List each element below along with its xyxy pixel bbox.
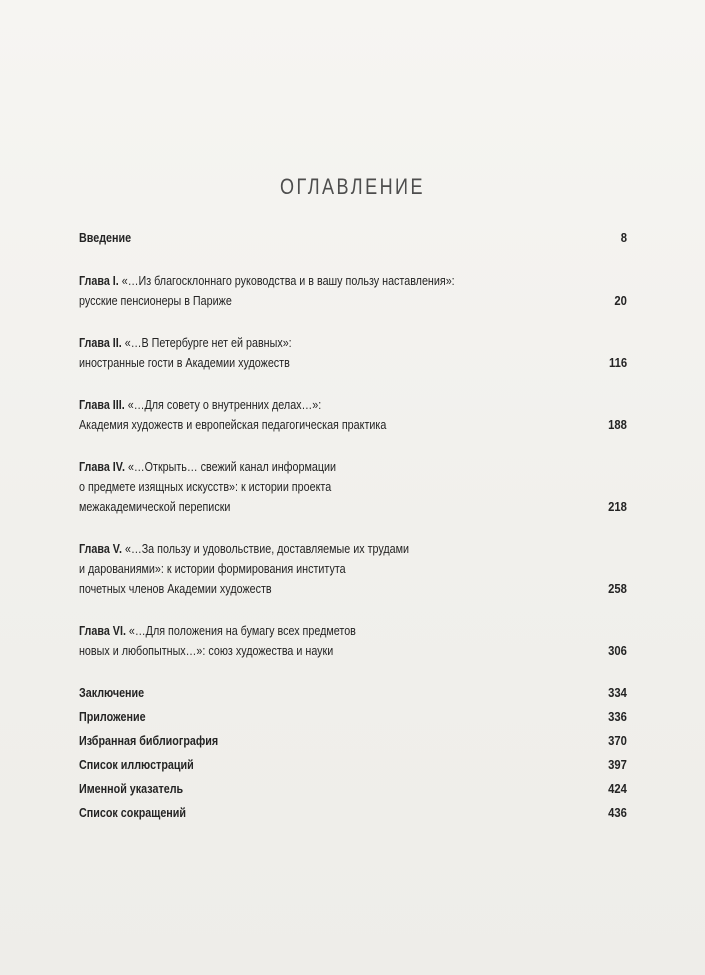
chapter-title-line: русские пенсионеры в Париже xyxy=(79,294,232,308)
toc-page-number: 397 xyxy=(608,758,627,772)
toc-page-number: 370 xyxy=(608,734,627,748)
toc-page-number: 436 xyxy=(608,806,627,820)
chapter-label: Глава I. xyxy=(79,274,119,288)
toc-entry-chapter-3 xyxy=(79,395,627,435)
chapter-title-line: «…За пользу и удовольствие, доставляемые их трудами xyxy=(121,542,410,556)
toc-entry-label: Введение xyxy=(79,231,132,245)
toc-page-number: 424 xyxy=(608,782,627,796)
chapter-title-line: иностранные гости в Академии художеств xyxy=(79,356,290,370)
toc-entry-bibliography xyxy=(79,731,627,751)
page-title: ОГЛАВЛЕНИЕ xyxy=(279,174,425,199)
chapter-title-line: «…Открыть… свежий канал информации xyxy=(124,460,337,474)
toc-entry-label: Список иллюстраций xyxy=(79,758,194,772)
toc-page-number: 306 xyxy=(608,644,627,658)
toc-page-number: 188 xyxy=(608,418,627,432)
toc-entry-chapter-2 xyxy=(79,333,627,373)
toc-page-number: 336 xyxy=(608,710,627,724)
chapter-label: Глава V. xyxy=(79,542,122,556)
chapter-label: Глава IV. xyxy=(79,460,125,474)
chapter-title-line: «…Из благосклоннаго руководства и в вашу пользу наставления»: xyxy=(118,274,455,288)
toc-entry-label: Заключение xyxy=(79,686,145,700)
toc-page-number: 218 xyxy=(608,500,627,514)
chapter-title-line: межакадемической переписки xyxy=(79,500,231,514)
chapter-title-line: о предмете изящных искусств»: к истории проекта xyxy=(79,480,332,494)
toc-entry-chapter-1 xyxy=(79,271,627,311)
toc-entry-abbreviations xyxy=(79,803,627,823)
chapter-title-line: новых и любопытных…»: союз художества и науки xyxy=(79,644,334,658)
toc-page-number: 258 xyxy=(608,582,627,596)
toc-page-number: 8 xyxy=(620,231,627,245)
toc-entry-name-index xyxy=(79,779,627,799)
toc-entry-chapter-5 xyxy=(79,539,627,599)
chapter-title-line: почетных членов Академии художеств xyxy=(79,582,272,596)
toc-entry-label: Избранная библиография xyxy=(79,734,219,748)
toc-entry-label: Список сокращений xyxy=(79,806,187,820)
toc-entry-chapter-4 xyxy=(79,457,627,517)
toc-page-number: 116 xyxy=(608,356,627,370)
chapter-title-line: и дарованиями»: к истории формирования института xyxy=(79,562,346,576)
chapter-title-line: «…Для совету о внутренних делах…»: xyxy=(124,398,322,412)
toc-entry-illustrations xyxy=(79,755,627,775)
toc-page-number: 334 xyxy=(608,686,627,700)
toc-entry-introduction xyxy=(79,228,627,248)
chapter-label: Глава VI. xyxy=(79,624,126,638)
toc-entry-conclusion xyxy=(79,683,627,703)
table-of-contents xyxy=(79,228,627,823)
toc-page-number: 20 xyxy=(614,294,627,308)
toc-entry-label: Именной указатель xyxy=(79,782,184,796)
chapter-label: Глава III. xyxy=(79,398,125,412)
toc-entry-appendix xyxy=(79,707,627,727)
toc-entry-chapter-6 xyxy=(79,621,627,661)
chapter-title-line: «…Для положения на бумагу всех предметов xyxy=(125,624,356,638)
chapter-title-line: Академия художеств и европейская педагогическая практика xyxy=(79,418,387,432)
chapter-label: Глава II. xyxy=(79,336,122,350)
toc-entry-label: Приложение xyxy=(79,710,146,724)
chapter-title-line: «…В Петербурге нет ей равных»: xyxy=(121,336,292,350)
